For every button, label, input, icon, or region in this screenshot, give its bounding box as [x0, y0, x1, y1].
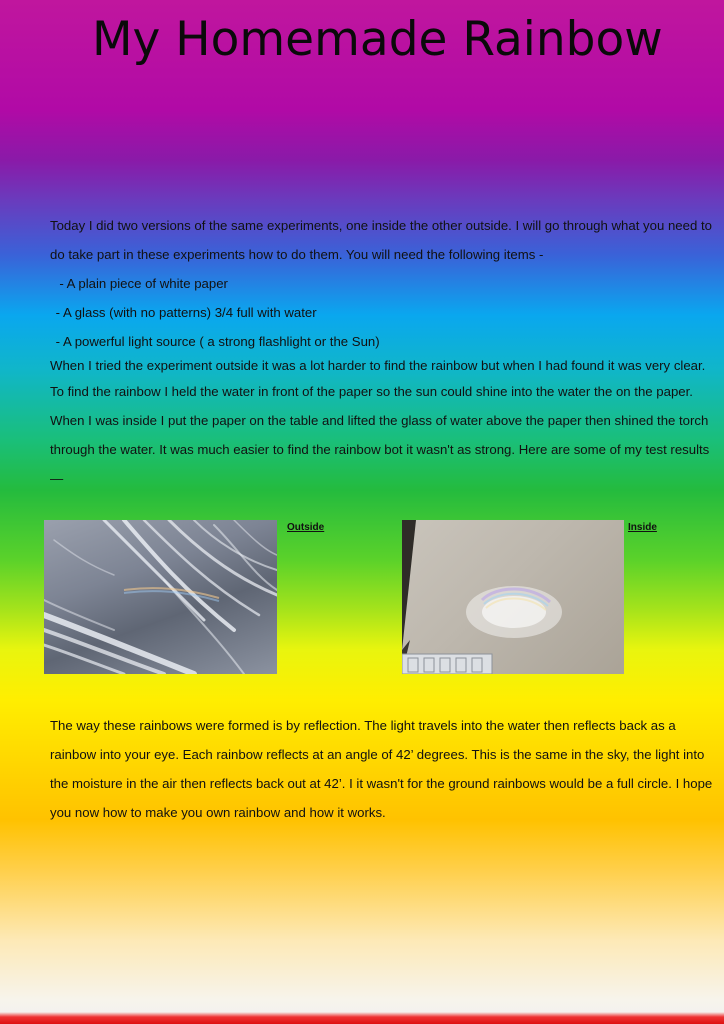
- items-list: [50, 269, 720, 356]
- method-section: [50, 355, 720, 493]
- explanation-section: [50, 711, 720, 827]
- list-item: - A plain piece of white paper: [52, 276, 228, 291]
- method-paragraph: To find the rainbow I held the water in front of the paper so the sun could shine into the water the on the paper. When I was inside I put the paper on the table and lifted the glass of water above the paper then shined the torch through the water. It was much easier to find the rainbow bot it wasn't as strong. Here are some of my test results —: [50, 384, 710, 486]
- list-item: - A glass (with no patterns) 3/4 full with water: [52, 305, 317, 320]
- outside-caption: Outside: [287, 522, 325, 533]
- explanation-paragraph: The way these rainbows were formed is by reflection. The light travels into the water then reflects back as a rainbow into your eye. Each rainbow reflects at an angle of 42’ degrees. This is the same in the sky, the light into the moisture in the air then reflects back out at 42’. I it wasn't for the ground rainbows would be a full circle. I hope you now how to make you own rainbow and how it works.: [50, 718, 713, 820]
- inside-photo: [402, 520, 624, 674]
- intro-section: [50, 211, 720, 356]
- intro-paragraph: Today I did two versions of the same experiments, one inside the other outside. I will go through what you need to do take part in these experiments how to do them. You will need the following items -: [50, 218, 712, 262]
- page-title: My Homemade Rainbow: [92, 12, 663, 67]
- outside-paragraph: When I tried the experiment outside it was a lot harder to find the rainbow but when I had found it was very clear.: [50, 358, 706, 373]
- outside-photo: [44, 520, 277, 674]
- inside-caption: Inside: [628, 522, 657, 533]
- list-item: - A powerful light source ( a strong flashlight or the Sun): [52, 334, 380, 349]
